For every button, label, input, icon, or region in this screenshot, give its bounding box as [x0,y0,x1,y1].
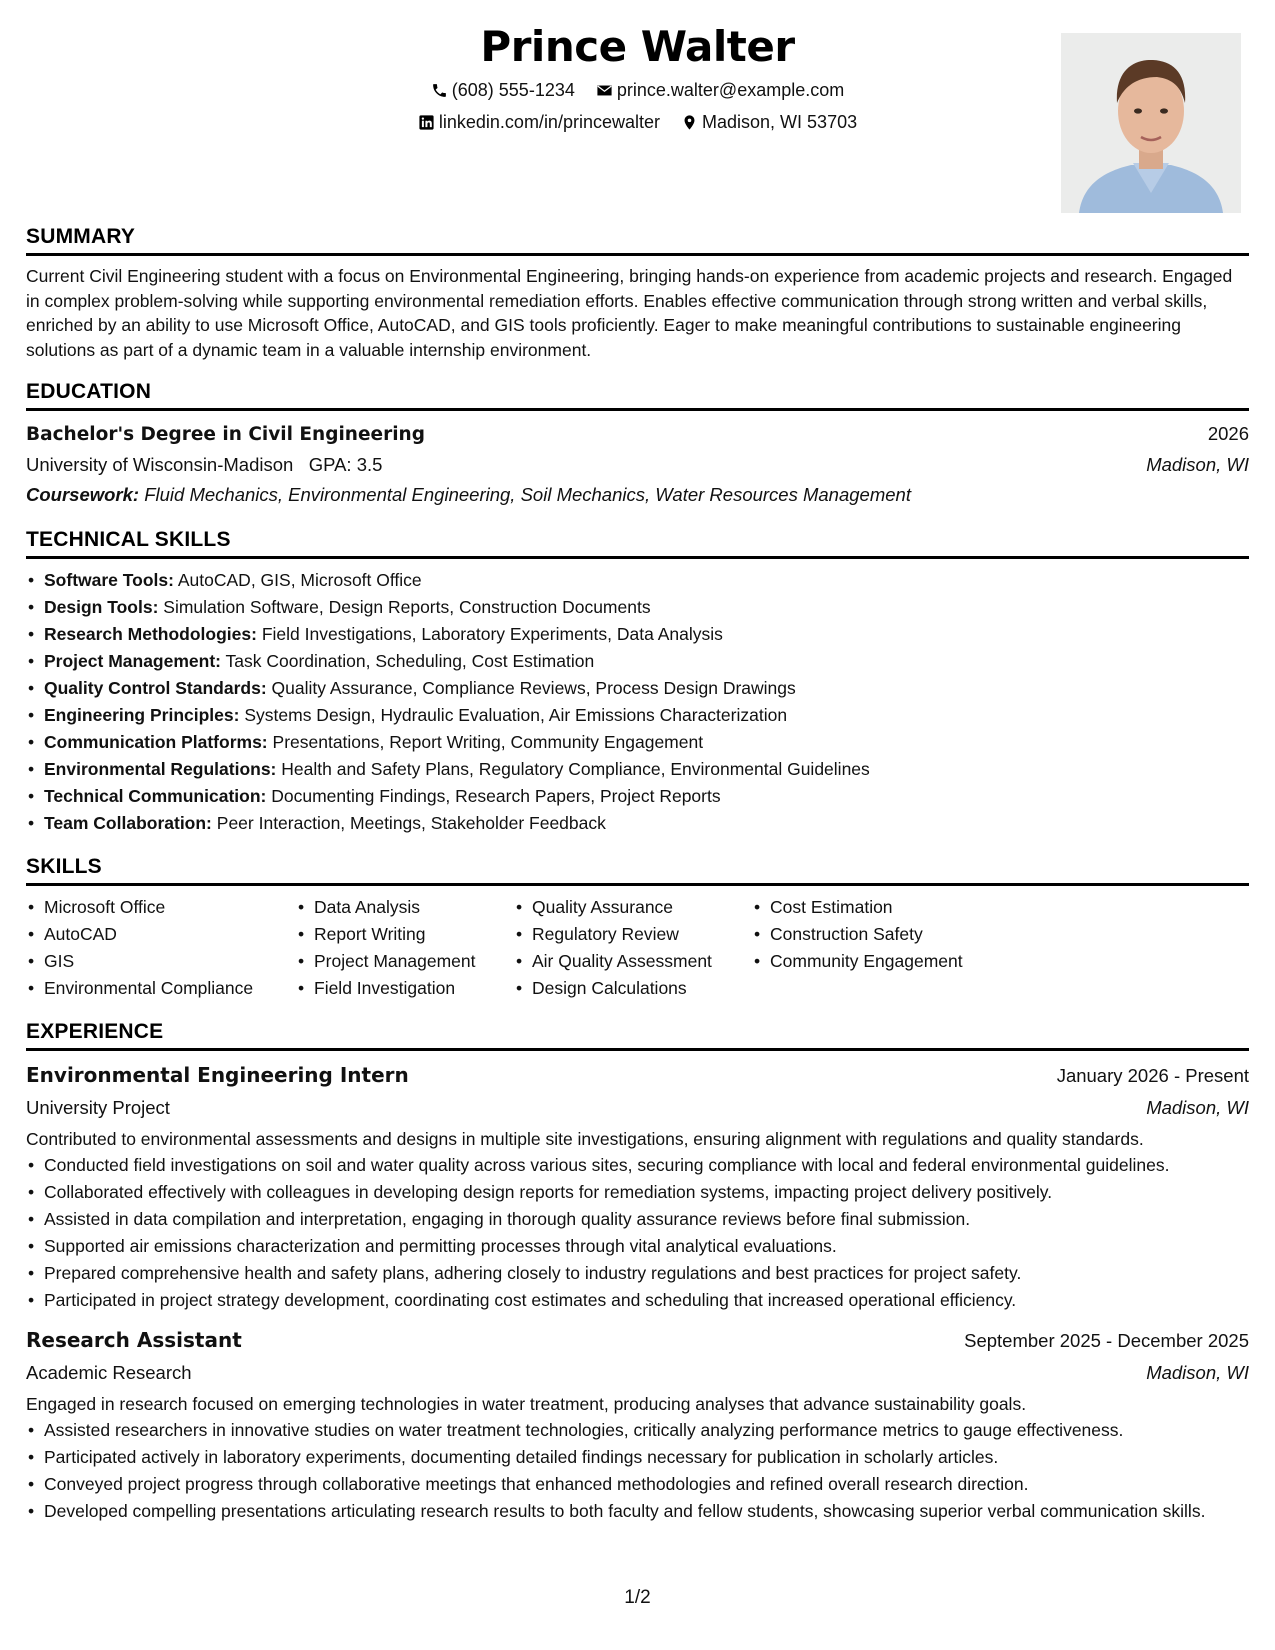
skill-values: Field Investigations, Laboratory Experiments, Data Analysis [261,624,723,644]
contact-phone [431,80,575,101]
skills-column-1 [26,894,296,1002]
school-row [26,450,1249,480]
phone-icon [431,82,448,99]
job-dates: September 2025 - December 2025 [964,1330,1249,1351]
education-section [26,380,1249,510]
skill-category: Quality Control Standards: [44,678,267,698]
list-item: • Supported air emissions characterization and permitting processes through vital analytical evaluations. [26,1233,1249,1260]
list-item: • Assisted researchers in innovative studies on water treatment technologies, critically analyzing performance metrics to gauge effectiveness. [26,1417,1249,1444]
list-item [26,621,1249,648]
skill-category: Software Tools: [44,570,174,590]
skills-section [26,855,1249,1002]
skill-item: • Community Engagement [752,948,992,975]
skill-item: • Project Management [296,948,514,975]
skill-values: Peer Interaction, Meetings, Stakeholder Feedback [216,813,606,833]
job-bullets [26,1152,1249,1314]
technical-skills-list [26,567,1249,837]
profile-photo [1061,33,1241,213]
contact-location [681,112,857,133]
phone-text: (608) 555-1234 [451,80,575,100]
skill-category: Environmental Regulations: [44,759,277,779]
page-number: 1/2 [624,1587,651,1608]
skills-grid [26,894,1249,1002]
skill-item: • Environmental Compliance [26,975,296,1002]
job-description: Engaged in research focused on emerging technologies in water treatment, producing analyses that advance sustainability goals. [26,1394,1027,1414]
job-title-row [26,1059,1249,1092]
skill-values: Health and Safety Plans, Regulatory Compliance, Environmental Guidelines [281,759,870,779]
skill-item: • Data Analysis [296,894,514,921]
skill-item: • Air Quality Assessment [514,948,752,975]
skill-item: • Field Investigation [296,975,514,1002]
candidate-name: Prince Walter [480,22,795,71]
job-title: Research Assistant [26,1328,242,1352]
school-name: University of Wisconsin-Madison [26,454,294,475]
list-item: • Conducted field investigations on soil and water quality across various sites, securing compliance with local and federal environmental guidelines. [26,1152,1249,1179]
skill-values: Task Coordination, Scheduling, Cost Estimation [225,651,595,671]
linkedin-text: linkedin.com/in/princewalter [438,112,660,132]
contact-linkedin[interactable] [418,112,660,133]
school-info [26,450,382,480]
skill-item: • GIS [26,948,296,975]
list-item: • Developed compelling presentations articulating research results to both faculty and fellow students, showcasing superior verbal communication skills. [26,1498,1249,1525]
job-org: Academic Research [26,1362,192,1383]
skill-values: Quality Assurance, Compliance Reviews, Process Design Drawings [271,678,796,698]
experience-section [26,1020,1249,1525]
skill-item: • Quality Assurance [514,894,752,921]
skill-category: Research Methodologies: [44,624,257,644]
list-item [26,648,1249,675]
job-org: University Project [26,1097,170,1118]
list-item [26,729,1249,756]
envelope-icon [596,82,613,99]
job-location: Madison, WI [1146,1097,1249,1118]
skill-values: AutoCAD, GIS, Microsoft Office [177,570,422,590]
experience-heading: EXPERIENCE [26,1020,1249,1051]
list-item: • Collaborated effectively with colleagues in developing design reports for remediation systems, impacting project delivery positively. [26,1179,1249,1206]
list-item [26,675,1249,702]
skill-values: Documenting Findings, Research Papers, Project Reports [271,786,721,806]
job-title-row [26,1324,1249,1357]
list-item: • Conveyed project progress through collaborative meetings that enhanced methodologies and refined overall research direction. [26,1471,1249,1498]
summary-section [26,225,1249,362]
list-item [26,567,1249,594]
skill-category: Technical Communication: [44,786,267,806]
skill-values: Presentations, Report Writing, Community Engagement [272,732,704,752]
job-org-row [26,1357,1249,1389]
list-item [26,702,1249,729]
contact-email[interactable] [596,80,844,101]
skill-category: Engineering Principles: [44,705,240,725]
skills-column-4 [752,894,992,1002]
job-location: Madison, WI [1146,1362,1249,1383]
job-org-row [26,1092,1249,1124]
list-item: • Assisted in data compilation and interpretation, engaging in thorough quality assurance reviews before final submission. [26,1206,1249,1233]
email-text: prince.walter@example.com [616,80,845,100]
skill-item: • Report Writing [296,921,514,948]
job-description: Contributed to environmental assessments and designs in multiple site investigations, ensuring alignment with regulations and quality standards. [26,1129,1144,1149]
job-entry [26,1324,1249,1525]
graduation-year: 2026 [1207,423,1249,444]
coursework-label: Coursework: [26,484,140,505]
skills-column-3 [514,894,752,1002]
skill-category: Design Tools: [44,597,159,617]
skill-item: • Construction Safety [752,921,992,948]
technical-skills-heading: TECHNICAL SKILLS [26,528,1249,559]
job-dates: January 2026 - Present [1056,1065,1249,1086]
skills-column-2 [296,894,514,1002]
location-text: Madison, WI 53703 [702,112,858,132]
education-heading: EDUCATION [26,380,1249,411]
skills-heading: SKILLS [26,855,1249,886]
skill-item: • Microsoft Office [26,894,296,921]
skill-category: Communication Platforms: [44,732,268,752]
map-pin-icon [681,114,698,131]
job-bullets [26,1417,1249,1525]
school-location: Madison, WI [1146,454,1249,475]
skill-category: Team Collaboration: [44,813,212,833]
skill-item: • Cost Estimation [752,894,992,921]
skill-item: • AutoCAD [26,921,296,948]
technical-skills-section [26,528,1249,837]
gpa: GPA: 3.5 [308,454,383,475]
list-item [26,783,1249,810]
coursework-list: Fluid Mechanics, Environmental Engineering, Soil Mechanics, Water Resources Management [144,484,911,505]
linkedin-icon [418,114,435,131]
list-item [26,810,1249,837]
resume-header [26,0,1249,225]
skill-item: • Design Calculations [514,975,752,1002]
coursework [26,480,1249,510]
list-item: • Prepared comprehensive health and safety plans, adhering closely to industry regulations and best practices for project safety. [26,1260,1249,1287]
job-entry [26,1059,1249,1314]
summary-text: Current Civil Engineering student with a focus on Environmental Engineering, bringing hands-on experience from academic projects and research. Engaged in complex problem-solving while supporting environmental remediation efforts. Enables effective communication through strong written and verbal skills, enriched by an ability to use Microsoft Office, AutoCAD, and GIS tools proficiently. Eager to make meaningful contributions to sustainable engineering solutions as part of a dynamic team in a valuable internship environment. [26,266,1233,360]
skill-values: Systems Design, Hydraulic Evaluation, Air Emissions Characterization [244,705,788,725]
list-item [26,594,1249,621]
skill-item: • Regulatory Review [514,921,752,948]
skill-category: Project Management: [44,651,221,671]
degree-name: Bachelor's Degree in Civil Engineering [26,424,425,445]
skill-values: Simulation Software, Design Reports, Construction Documents [163,597,651,617]
list-item: • Participated in project strategy development, coordinating cost estimates and scheduling that increased operational efficiency. [26,1287,1249,1314]
list-item: • Participated actively in laboratory experiments, documenting detailed findings necessary for publication in scholarly articles. [26,1444,1249,1471]
degree-row [26,419,1249,450]
summary-heading: SUMMARY [26,225,1249,256]
list-item [26,756,1249,783]
job-title: Environmental Engineering Intern [26,1063,409,1087]
